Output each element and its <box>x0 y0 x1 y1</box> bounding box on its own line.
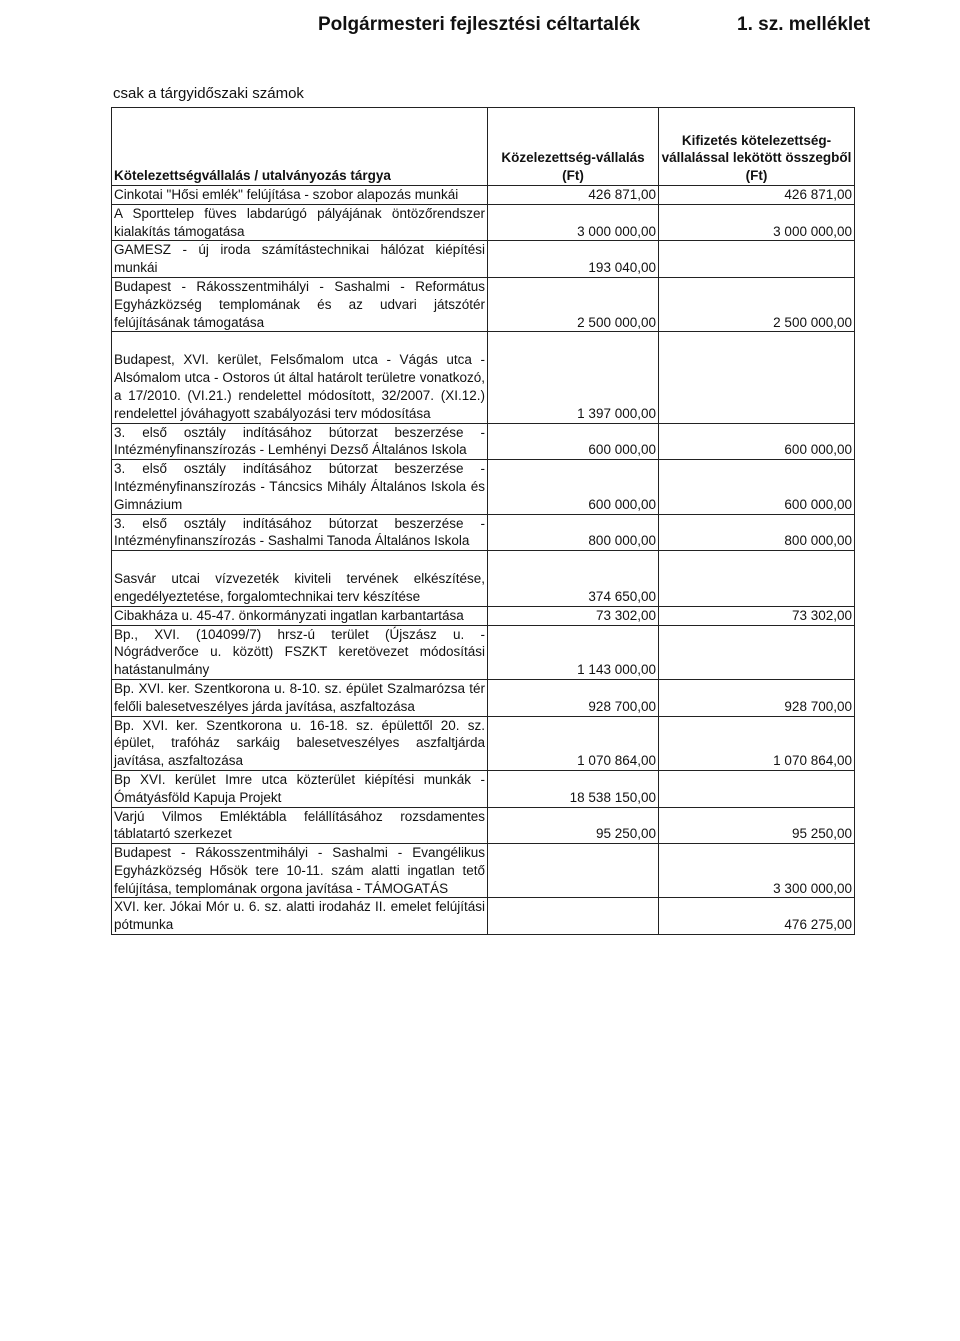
row-payment: 73 302,00 <box>659 606 855 625</box>
row-subject: Bp. XVI. ker. Szentkorona u. 16-18. sz. épülettől 20. sz. épület, trafóház sarkáig balesetveszélyes aszfaltjárda javítása, aszfaltozása <box>112 716 488 770</box>
row-commitment: 928 700,00 <box>488 679 659 716</box>
table-row <box>112 277 855 331</box>
row-payment <box>659 241 855 278</box>
row-commitment: 95 250,00 <box>488 807 659 844</box>
table-row <box>112 844 855 898</box>
row-subject: Budapest - Rákosszentmihályi - Sashalmi - Evangélikus Egyházközség Hősök tere 10-11. szám alatti ingatlan tető felújítása, templomának orgona javítása - TÁMOGATÁS <box>112 844 488 898</box>
row-subject: 3. első osztály indításához bútorzat beszerzése - Intézményfinanszírozás - Lemhényi Dezső Általános Iskola <box>112 423 488 460</box>
row-commitment: 193 040,00 <box>488 241 659 278</box>
table-row <box>112 716 855 770</box>
row-commitment: 600 000,00 <box>488 423 659 460</box>
row-commitment <box>488 898 659 935</box>
row-subject: Budapest, XVI. kerület, Felsőmalom utca - Vágás utca - Alsómalom utca - Ostoros út által határolt területre vonatkozó, a 17/2010. (VI.21.) rendelettel módosított, 32/2007. (XI.12.) rendelettel jóváhagyott szabályozási terv módosítása <box>112 351 488 423</box>
row-subject: GAMESZ - új iroda számítástechnikai hálózat kiépítési munkái <box>112 241 488 278</box>
spacer-cell <box>112 551 488 571</box>
row-subject: Budapest - Rákosszentmihályi - Sashalmi - Református Egyházközség templomának és az udvari játszótér felújításának támogatása <box>112 277 488 331</box>
row-payment: 476 275,00 <box>659 898 855 935</box>
row-commitment: 800 000,00 <box>488 514 659 551</box>
row-payment <box>659 770 855 807</box>
annex-label: 1. sz. melléklet <box>737 14 871 35</box>
spacer-cell <box>659 551 855 571</box>
obligations-table <box>111 107 855 935</box>
spacer-cell <box>659 332 855 352</box>
table-row <box>112 241 855 278</box>
scope-note: csak a tárgyidőszaki számok <box>113 85 304 102</box>
table-row <box>112 679 855 716</box>
spacer-row <box>112 332 855 352</box>
row-payment: 600 000,00 <box>659 423 855 460</box>
row-commitment: 18 538 150,00 <box>488 770 659 807</box>
table-row <box>112 351 855 423</box>
row-payment: 426 871,00 <box>659 186 855 205</box>
row-subject: Cinkotai "Hősi emlék" felújítása - szobor alapozás munkái <box>112 186 488 205</box>
row-commitment: 1 070 864,00 <box>488 716 659 770</box>
table-row <box>112 514 855 551</box>
table-row <box>112 770 855 807</box>
table-row <box>112 423 855 460</box>
row-subject: 3. első osztály indításához bútorzat beszerzése - Intézményfinanszírozás - Táncsics Mihály Általános Iskola és Gimnázium <box>112 460 488 514</box>
row-payment: 928 700,00 <box>659 679 855 716</box>
spacer-row <box>112 551 855 571</box>
row-subject: 3. első osztály indításához bútorzat beszerzése - Intézményfinanszírozás - Sashalmi Tanoda Általános Iskola <box>112 514 488 551</box>
row-payment <box>659 570 855 606</box>
row-commitment: 1 397 000,00 <box>488 351 659 423</box>
row-subject: Varjú Vilmos Emléktábla felállításához rozsdamentes táblatartó szerkezet <box>112 807 488 844</box>
row-commitment: 73 302,00 <box>488 606 659 625</box>
row-commitment <box>488 844 659 898</box>
row-subject: XVI. ker. Jókai Mór u. 6. sz. alatti irodaház II. emelet felújítási pótmunka <box>112 898 488 935</box>
row-subject: A Sporttelep füves labdarúgó pályájának öntözőrendszer kialakítás támogatása <box>112 204 488 241</box>
column-header-subject: Kötelezettségvállalás / utalványozás tárgya <box>112 108 488 186</box>
row-payment: 95 250,00 <box>659 807 855 844</box>
table-row <box>112 570 855 606</box>
row-subject: Sasvár utcai vízvezeték kiviteli tervének elkészítése, engedélyeztetése, forgalomtechnikai terv készítése <box>112 570 488 606</box>
column-header-payment: Kifizetés kötelezettség-vállalással lekötött összegből (Ft) <box>659 108 855 186</box>
row-payment: 2 500 000,00 <box>659 277 855 331</box>
row-payment: 3 000 000,00 <box>659 204 855 241</box>
row-subject: Bp XVI. kerület Imre utca közterület kiépítési munkák - Ómátyásföld Kapuja Projekt <box>112 770 488 807</box>
table-row <box>112 606 855 625</box>
row-payment <box>659 351 855 423</box>
row-commitment: 1 143 000,00 <box>488 625 659 679</box>
row-commitment: 374 650,00 <box>488 570 659 606</box>
table-row <box>112 898 855 935</box>
row-subject: Bp. XVI. ker. Szentkorona u. 8-10. sz. épület Szalmarózsa tér felőli balesetveszélyes járda javítása, aszfaltozása <box>112 679 488 716</box>
table-row <box>112 625 855 679</box>
row-commitment: 426 871,00 <box>488 186 659 205</box>
row-payment: 600 000,00 <box>659 460 855 514</box>
row-payment: 1 070 864,00 <box>659 716 855 770</box>
page-header <box>0 14 960 44</box>
row-payment <box>659 625 855 679</box>
table-header-row <box>112 108 855 186</box>
row-commitment: 2 500 000,00 <box>488 277 659 331</box>
row-commitment: 3 000 000,00 <box>488 204 659 241</box>
row-subject: Bp., XVI. (104099/7) hrsz-ú terület (Újszász u. - Nógrádverőce u. között) FSZKT keretövezet módosítási hatástanulmány <box>112 625 488 679</box>
table-row <box>112 460 855 514</box>
table-row <box>112 186 855 205</box>
row-payment: 3 300 000,00 <box>659 844 855 898</box>
table-row <box>112 204 855 241</box>
row-commitment: 600 000,00 <box>488 460 659 514</box>
spacer-cell <box>488 332 659 352</box>
row-subject: Cibakháza u. 45-47. önkormányzati ingatlan karbantartása <box>112 606 488 625</box>
document-title: Polgármesteri fejlesztési céltartalék <box>318 14 641 35</box>
table-row <box>112 807 855 844</box>
spacer-cell <box>488 551 659 571</box>
column-header-commitment: Közelezettség-vállalás (Ft) <box>488 108 659 186</box>
spacer-cell <box>112 332 488 352</box>
row-payment: 800 000,00 <box>659 514 855 551</box>
